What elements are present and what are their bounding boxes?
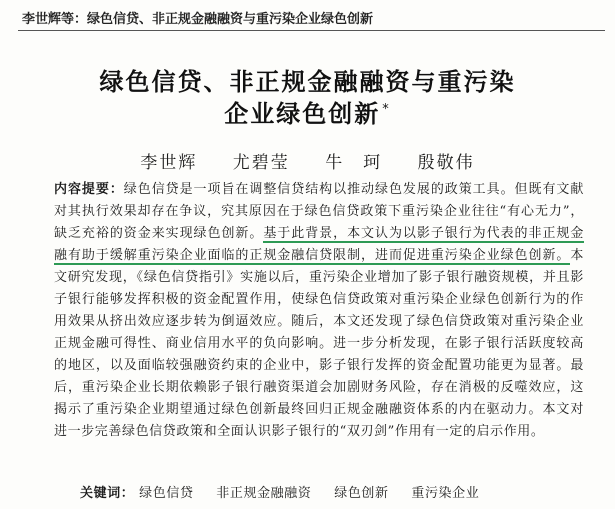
- abstract-text-part-1: 绿色信贷是一项旨在调整信贷结构以推动绿色发展的政策工具。但既有文献对其执行效果却存在争议，究其原因在于绿色信贷政策下重污染企业往往“有心无力”，缺乏充裕的资金来实现绿色创新。: [54, 182, 584, 241]
- keyword-item: 非正规金融融资: [216, 486, 312, 501]
- paper-title-line-1: 绿色信贷、非正规金融融资与重污染: [99, 68, 516, 96]
- paper-title-line-2: [0, 94, 615, 129]
- paper-title-line-2-text: 企业绿色创新: [224, 100, 381, 128]
- keywords-label: 关键词：: [80, 486, 135, 501]
- keyword-item: 绿色信贷: [139, 486, 194, 501]
- keyword-item: 绿色创新: [334, 486, 389, 501]
- abstract: [54, 179, 584, 443]
- author-name: 殷敬伟: [417, 153, 475, 173]
- author-list: [0, 148, 615, 173]
- abstract-label: 内容提要：: [54, 182, 124, 197]
- author-name: 尤碧莹: [232, 153, 290, 173]
- keyword-item: 重污染企业: [411, 486, 480, 501]
- title-footnote-mark: *: [382, 102, 391, 117]
- author-name: 牛 珂: [325, 153, 383, 173]
- header-divider: [18, 30, 605, 31]
- running-header: 李世辉等：绿色信贷、非正规金融融资与重污染企业绿色创新: [22, 12, 374, 27]
- abstract-highlighted-sentence: 基于此背景，本文认为以影子银行为代表的非正规金融有助于缓解重污染企业面临的正规金融信贷限制，进而促进重污染企业绿色创新。: [54, 226, 584, 263]
- abstract-text-part-2: 本文研究发现，《绿色信贷指引》实施以后，重污染企业增加了影子银行融资规模，并且影子银行能够发挥积极的资金配置作用，使绿色信贷政策对重污染企业绿色创新行为的作用效果从挤出效应逐步转为倒逼效应。随后，本文还发现了绿色信贷政策对重污染企业正规金融可得性、商业信用水平的负向影响。进一步分析发现，在影子银行活跃度较高的地区，以及面临较强融资约束的企业中，影子银行发挥的资金配置功能更为显著。最后，重污染企业长期依赖影子银行融资渠道会加剧财务风险，存在消极的反噬效应，这揭示了重污染企业期望通过绿色创新最终回归正规金融融资体系的内在驱动力。本文对进一步完善绿色信贷政策和全面认识影子银行的“双刃剑”作用有一定的启示作用。: [54, 248, 584, 439]
- keywords: [80, 482, 497, 501]
- author-name: 李世辉: [140, 153, 198, 173]
